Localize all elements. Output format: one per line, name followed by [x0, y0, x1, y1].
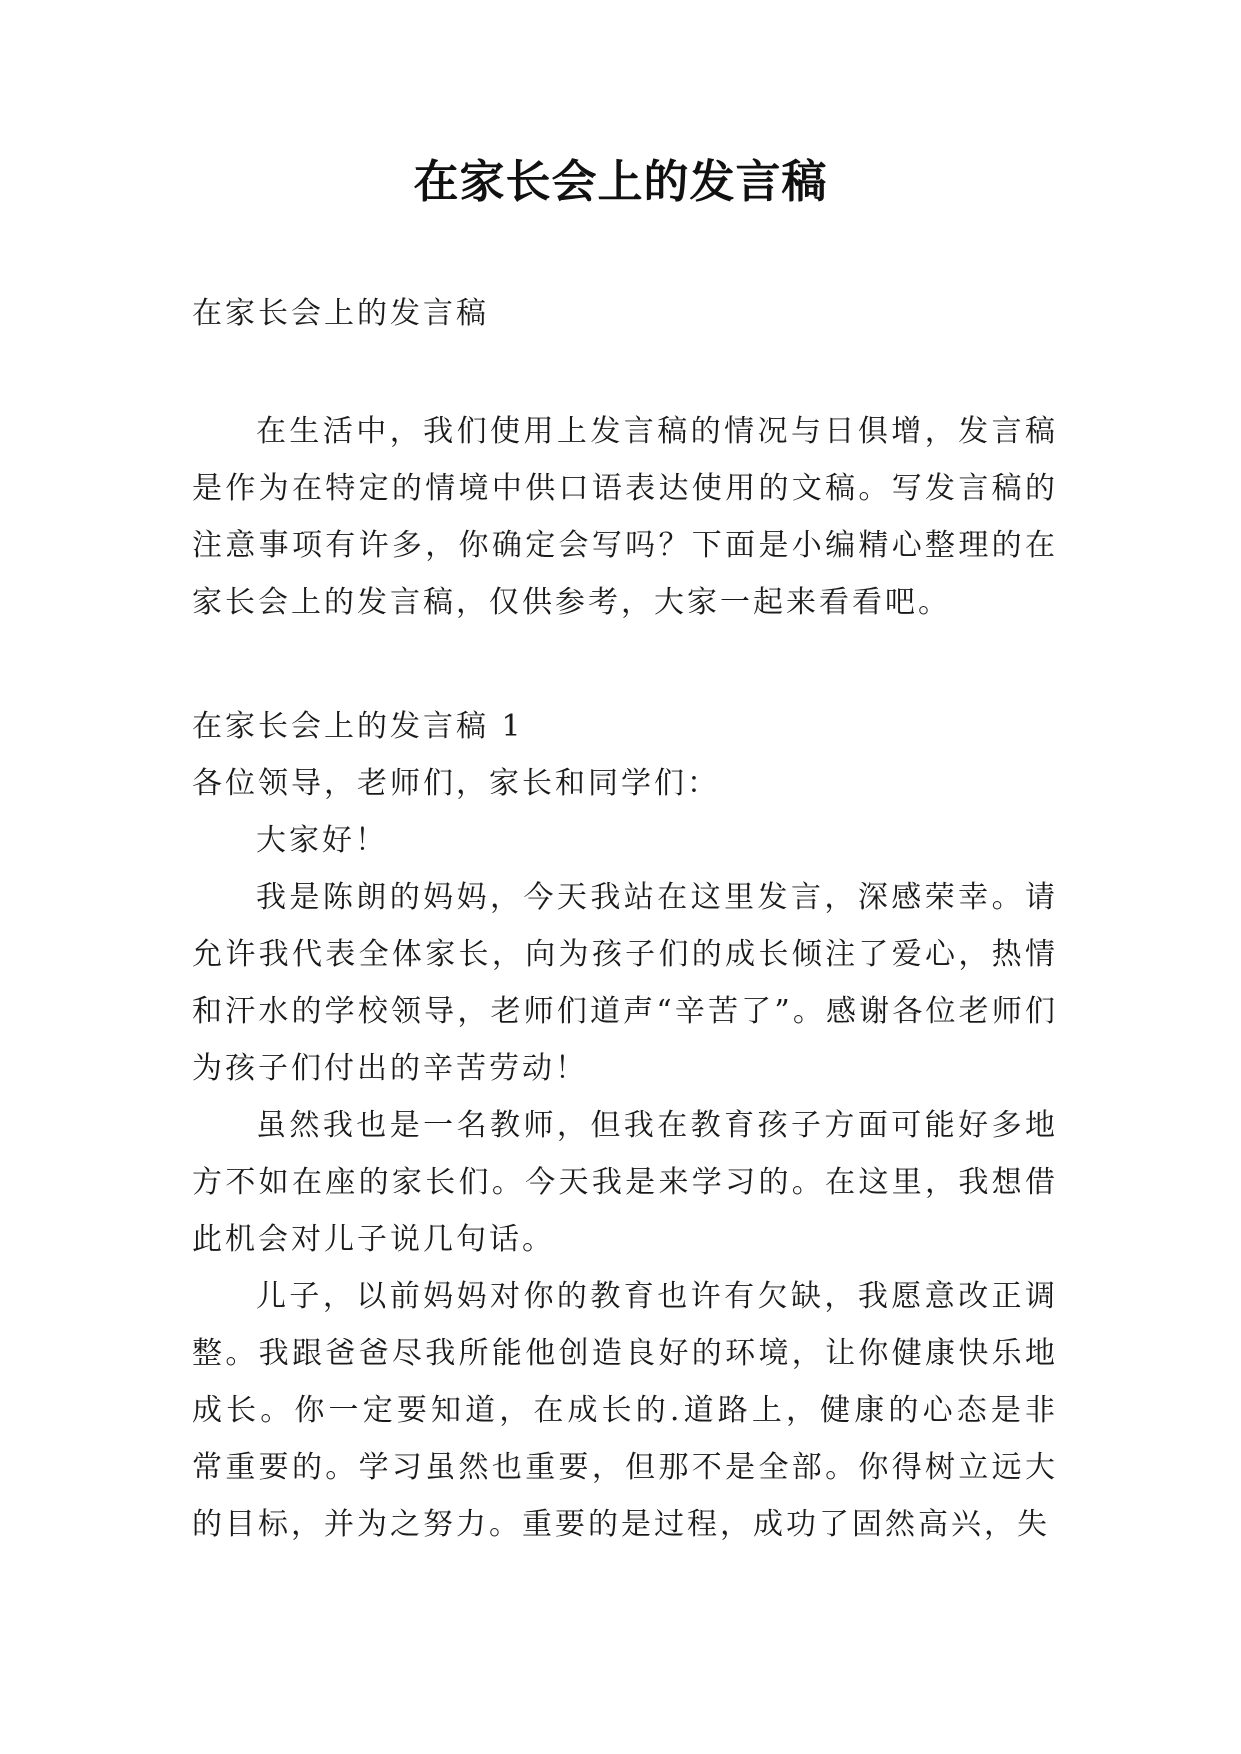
speech-section	[192, 698, 1058, 1553]
greeting: 大家好！	[256, 823, 388, 858]
body-paragraph: 儿子，以前妈妈对你的教育也许有欠缺，我愿意改正调整。我跟爸爸尽我所能他创造良好的环境，让你健康快乐地成长。你一定要知道，在成长的.道路上，健康的心态是非常重要的。学习虽然也重要，但那不是全部。你得树立远大的目标，并为之努力。重要的是过程，成功了固然高兴，失	[192, 1279, 1058, 1542]
salutation: 各位领导，老师们，家长和同学们：	[192, 766, 720, 801]
document-subtitle: 在家长会上的发言稿	[192, 296, 489, 331]
body-paragraph: 虽然我也是一名教师，但我在教育孩子方面可能好多地方不如在座的家长们。今天我是来学习的。在这里，我想借此机会对儿子说几句话。	[192, 1108, 1058, 1257]
document-title: 在家长会上的发言稿	[413, 155, 828, 208]
body-paragraph: 我是陈朗的妈妈，今天我站在这里发言，深感荣幸。请允许我代表全体家长，向为孩子们的成长倾注了爱心，热情和汗水的学校领导，老师们道声“辛苦了”。感谢各位老师们为孩子们付出的辛苦劳动！	[192, 880, 1058, 1086]
section-heading: 在家长会上的发言稿 1	[192, 709, 524, 744]
intro-paragraph: 在生活中，我们使用上发言稿的情况与日俱增，发言稿是作为在特定的情境中供口语表达使用的文稿。写发言稿的注意事项有许多，你确定会写吗？下面是小编精心整理的在家长会上的发言稿，仅供参考，大家一起来看看吧。	[192, 414, 1058, 620]
